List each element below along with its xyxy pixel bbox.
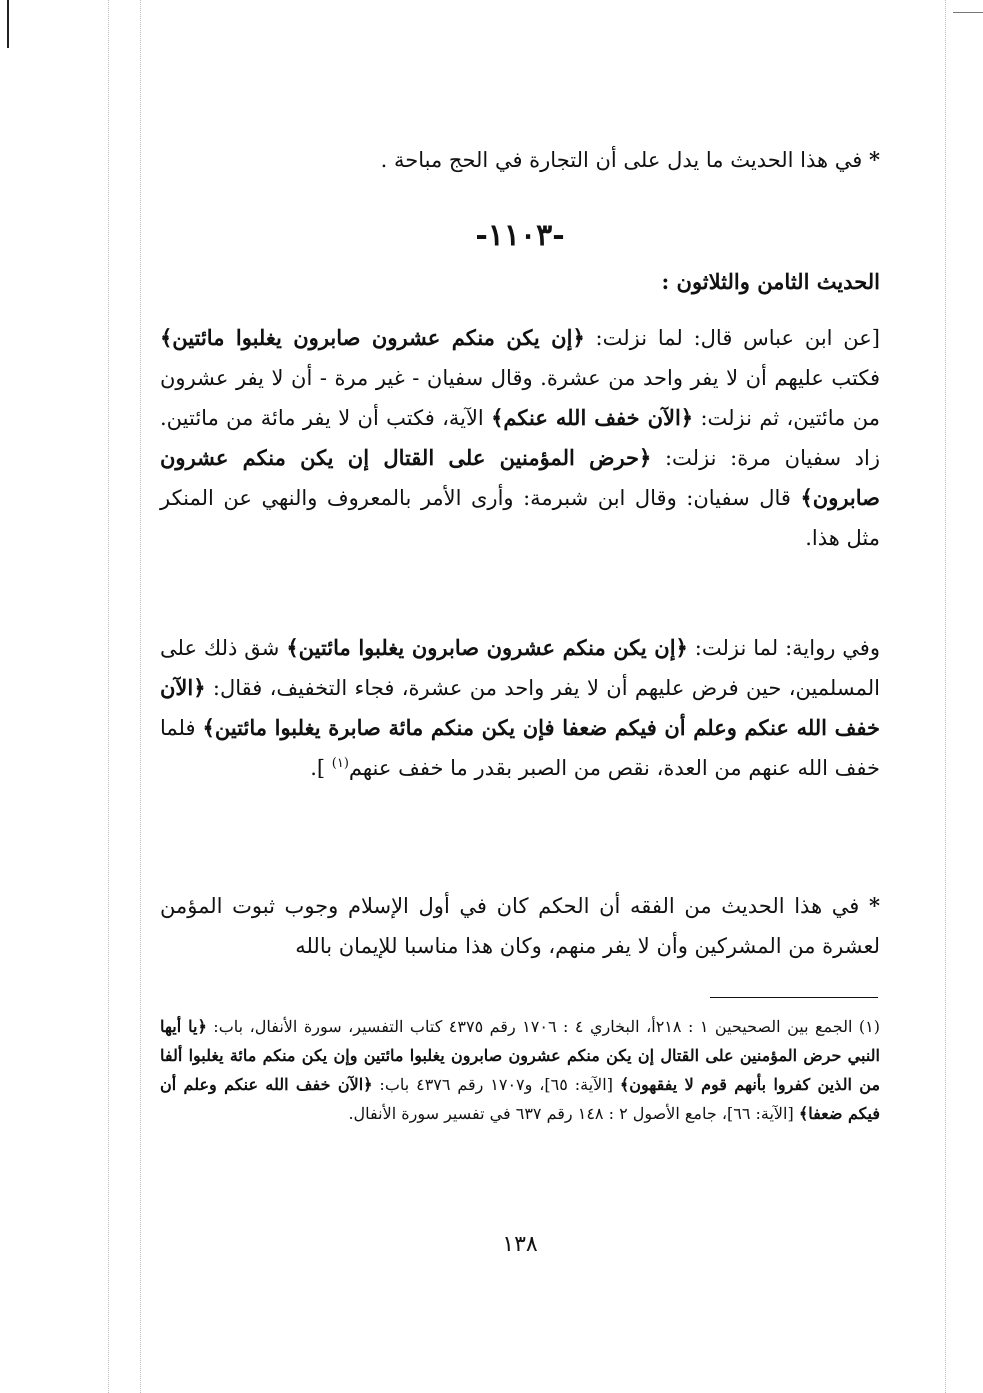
footnote-reference: (١)	[331, 756, 349, 771]
intro-paragraph	[160, 140, 880, 180]
quran-verse: ﴿الآن خفف الله عنكم﴾	[491, 405, 694, 430]
intro-text: في هذا الحديث ما يدل على أن التجارة في الحج مباحة .	[380, 148, 863, 172]
hadith-text: فكتب عليهم أن لا يفر واحد من عشرة. وقال سفيان - غير مرة - أن لا يفر عشرون من مائتين، ثم نزلت:	[160, 366, 880, 430]
hadith-text: فلما خفف الله عنهم من العدة، نقص من الصبر بقدر ما خفف عنهم	[160, 716, 880, 780]
hadith-title: الحديث الثامن والثلاثون :	[661, 269, 880, 294]
hadith-text: وفي رواية: لما نزلت:	[687, 636, 880, 660]
scan-dotted-line	[945, 0, 946, 1393]
bullet-star: *	[869, 147, 880, 172]
bullet-star: *	[869, 893, 880, 918]
quran-verse: ﴿الآن خفف الله عنكم وعلم أن فيكم ضعفا فإن يكن منكم مائة صابرة يغلبوا مائتين﴾	[160, 675, 880, 740]
quran-verse: ﴿إن يكن منكم عشرون صابرون يغلبوا مائتين﴾	[160, 325, 585, 350]
quran-verse: ﴿الآن خفف الله عنكم وعلم أن فيكم ضعفا﴾	[160, 1075, 880, 1123]
hadith-text: شق ذلك على المسلمين، حين فرض عليهم أن لا يفر واحد من عشرة، فجاء التخفيف، فقال:	[160, 636, 880, 700]
footnote-text: [الآية: ٦٥]، و١٧٠٧ رقم ٤٣٧٦ باب:	[372, 1075, 620, 1094]
quran-verse: ﴿حرض المؤمنين على القتال إن يكن منكم عشرون صابرون﴾	[160, 445, 880, 510]
scan-dotted-line	[140, 0, 141, 1393]
hadith-number: -١١٠٣-	[475, 218, 565, 253]
hadith-text-paragraph	[160, 318, 880, 558]
footnote-text: الجمع بين الصحيحين ١ : ٢١٨أ، البخاري ٤ : ١٧٠٦ رقم ٤٣٧٥ كتاب التفسير، سورة الأنفال، باب:	[206, 1017, 853, 1036]
fiqh-paragraph	[160, 886, 880, 966]
footnote-text: [الآية: ٦٦]، جامع الأصول ٢ : ١٤٨ رقم ٦٣٧ في تفسير سورة الأنفال.	[348, 1104, 799, 1123]
hadith-text: قال سفيان: وقال ابن شبرمة: وأرى الأمر بالمعروف والنهي عن المنكر مثل هذا.	[160, 486, 880, 550]
riwaya-paragraph	[160, 628, 880, 788]
hadith-text: [عن ابن عباس قال: لما نزلت:	[584, 326, 880, 350]
quran-verse: ﴿إن يكن منكم عشرون صابرون يغلبوا مائتين﴾	[286, 635, 688, 660]
scan-dotted-line	[108, 0, 109, 1393]
hadith-text: ].	[310, 756, 332, 780]
page-number: ١٣٨	[502, 1232, 538, 1257]
footnote	[160, 1012, 880, 1128]
scan-edge-mark	[7, 0, 9, 48]
footnote-number: (١)	[858, 1017, 881, 1036]
scan-corner-mark	[953, 12, 983, 13]
footnote-separator	[710, 997, 878, 998]
hadith-text: الآية، فكتب أن لا يفر مائة من مائتين. زاد سفيان مرة: نزلت:	[160, 406, 880, 470]
quran-verse: ﴿يا أيها النبي حرض المؤمنين على القتال إن يكن منكم عشرون صابرون يغلبوا مائتين وإن يكن منكم مائة يغلبوا ألفا من الذين كفروا بأنهم قوم لا يفقهون﴾	[160, 1017, 881, 1094]
fiqh-text: في هذا الحديث من الفقه أن الحكم كان في أول الإسلام وجوب ثبوت المؤمن لعشرة من المشركين وأن لا يفر منهم، وكان هذا مناسبا للإيمان بالله	[160, 894, 880, 958]
